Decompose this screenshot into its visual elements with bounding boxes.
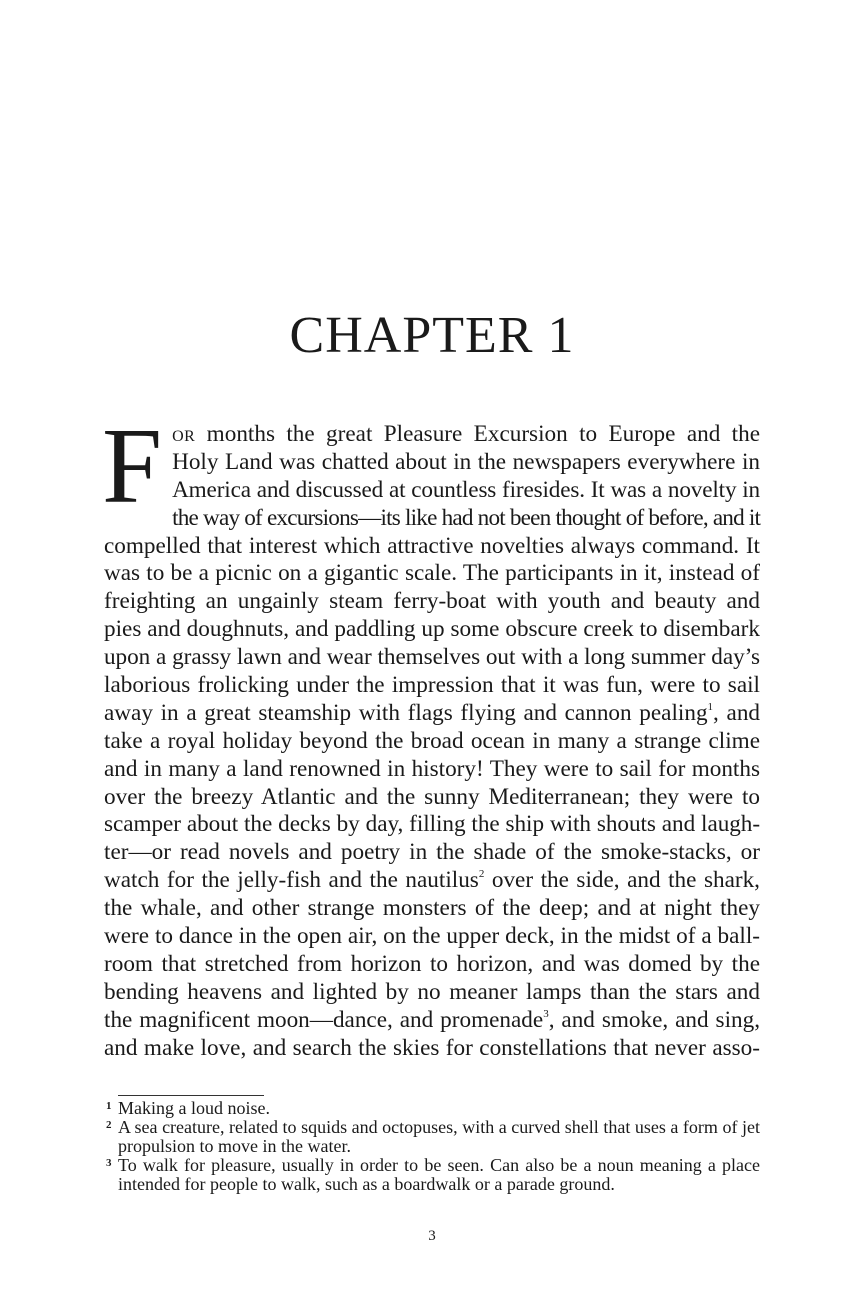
body-line-2: Holy Land was chatted about in the newspapers everywhere in bbox=[172, 448, 760, 475]
body-line-12: take a royal holiday beyond the broad ocean in many a strange clime bbox=[104, 727, 760, 754]
body-line-14: over the breezy Atlantic and the sunny Mediterranean; they were to bbox=[104, 783, 760, 810]
footnotes bbox=[104, 1099, 760, 1194]
body-line-22-tail: , and smoke, and sing, bbox=[548, 1006, 760, 1033]
body-line-4: the way of excursions—its like had not been thought of before, and it bbox=[172, 504, 761, 531]
footnote-ref-3[interactable]: 3 bbox=[543, 1007, 549, 1020]
body-line-8: pies and doughnuts, and paddling up some obscure creek to disembark bbox=[104, 616, 760, 643]
body-line-1 bbox=[104, 421, 760, 449]
body-line-11-text: away in a great steamship with flags flying and cannon pealing bbox=[104, 699, 708, 726]
body-line-22-text: the magnificent moon—dance, and promenade bbox=[104, 1006, 544, 1033]
body-line-3: America and discussed at countless firesides. It was a novelty in bbox=[172, 476, 760, 503]
body-line-10: laborious frolicking under the impression that it was fun, were to sail bbox=[104, 672, 760, 699]
body-line-23: and make love, and search the skies for constellations that never asso- bbox=[104, 1034, 760, 1061]
body-line-19: were to dance in the open air, on the upper deck, in the midst of a ball- bbox=[104, 923, 760, 950]
footnote-divider bbox=[118, 1095, 264, 1096]
body-line-22 bbox=[104, 1007, 760, 1035]
body-line-20: room that stretched from horizon to horizon, and was domed by the bbox=[104, 950, 760, 977]
footnote-2 bbox=[104, 1118, 760, 1156]
footnote-text: To walk for pleasure, usually in order to be seen. Can also be a noun meaning a place intended for people to walk, such as a boardwalk or a parade ground. bbox=[118, 1155, 760, 1194]
drop-cap: F bbox=[102, 407, 163, 526]
body-line-21: bending heavens and lighted by no meaner lamps than the stars and bbox=[104, 978, 760, 1005]
footnote-number: 3 bbox=[106, 1157, 112, 1169]
body-line-11 bbox=[104, 700, 760, 728]
footnote-ref-2[interactable]: 2 bbox=[478, 868, 485, 881]
footnote-number: 1 bbox=[106, 1100, 112, 1112]
body-line-9: upon a grassy lawn and wear themselves out with a long summer day’s bbox=[104, 644, 760, 671]
page-number: 3 bbox=[428, 1228, 436, 1244]
body-line-15: scamper about the decks by day, filling the ship with shouts and laugh- bbox=[104, 811, 760, 838]
body-line-5: compelled that interest which attractive novelties always command. It bbox=[104, 532, 760, 559]
body-line-13: and in many a land renowned in history! They were to sail for months bbox=[104, 755, 760, 782]
body-line-6: was to be a picnic on a gigantic scale. The participants in it, instead of bbox=[104, 560, 760, 587]
footnote-text: Making a loud noise. bbox=[118, 1098, 270, 1118]
footnote-ref-1[interactable]: 1 bbox=[707, 700, 714, 713]
body-line-1-text: months the great Pleasure Excursion to Europe and the bbox=[195, 421, 760, 447]
body-line-17 bbox=[104, 867, 760, 895]
footnote-text: A sea creature, related to squids and octopuses, with a curved shell that uses a form of jet propulsion to move in the water. bbox=[118, 1117, 760, 1156]
body-line-17-tail: over the side, and the shark, bbox=[484, 867, 760, 894]
body-line-11-tail: , and bbox=[713, 699, 761, 726]
first-word-smallcaps: or bbox=[172, 421, 196, 447]
chapter-body bbox=[102, 407, 761, 1062]
footnote-3 bbox=[104, 1156, 760, 1194]
body-line-7: freighting an ungainly steam ferry-boat with youth and beauty and bbox=[104, 588, 760, 615]
body-line-17-text: watch for the jelly-fish and the nautilus bbox=[104, 867, 479, 894]
footnote-number: 2 bbox=[106, 1119, 112, 1131]
body-line-18: the whale, and other strange monsters of the deep; and at night they bbox=[104, 895, 760, 922]
footnote-1 bbox=[104, 1099, 760, 1118]
body-line-16: ter—or read novels and poetry in the shade of the smoke-stacks, or bbox=[104, 839, 760, 866]
chapter-title: CHAPTER 1 bbox=[289, 307, 575, 364]
